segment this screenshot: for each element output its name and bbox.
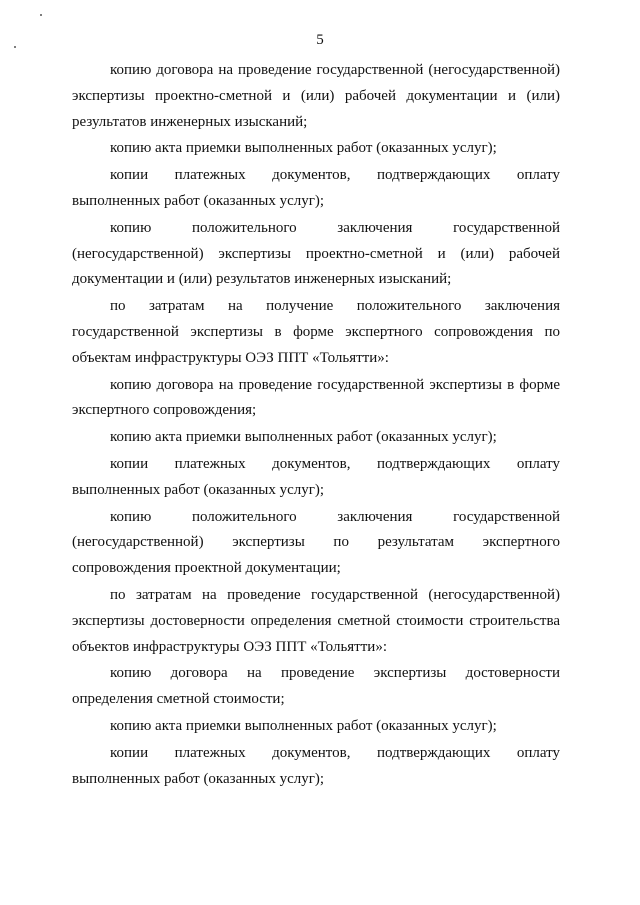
document-body	[72, 58, 560, 792]
paragraph: копию акта приемки выполненных работ (оказанных услуг);	[110, 140, 497, 157]
paragraph: копию договора на проведение государственной (негосударственной) экспертизы проектно-сметной и (или) рабочей документации и (или) результатов инженерных изысканий;	[72, 62, 560, 130]
paragraph: копию договора на проведение экспертизы достоверности определения сметной стоимости;	[72, 665, 560, 708]
scan-speck	[40, 14, 42, 16]
paragraph: копию акта приемки выполненных работ (оказанных услуг);	[110, 429, 497, 446]
paragraph: копию положительного заключения государственной (негосударственной) экспертизы проектно-сметной и (или) рабочей документации и (или) результатов инженерных изысканий;	[72, 219, 560, 288]
paragraph: копии платежных документов, подтверждающих оплату выполненных работ (оказанных услуг);	[72, 744, 560, 787]
paragraph: копию положительного заключения государственной (негосударственной) экспертизы по результатам экспертного сопровождения проектной документации;	[72, 508, 560, 577]
paragraph: по затратам на получение положительного заключения государственной экспертизы в форме экспертного сопровождения по объектам инфраструктуры ОЭЗ ППТ «Тольятти»:	[72, 298, 560, 366]
paragraph: копию акта приемки выполненных работ (оказанных услуг);	[110, 717, 497, 734]
paragraph: копии платежных документов, подтверждающих оплату выполненных работ (оказанных услуг);	[72, 455, 560, 498]
paragraph: копии платежных документов, подтверждающих оплату выполненных работ (оказанных услуг);	[72, 167, 560, 209]
page-number: 5	[316, 32, 324, 48]
paragraph: копию договора на проведение государственной экспертизы в форме экспертного сопровождения;	[72, 376, 560, 419]
paragraph: по затратам на проведение государственной (негосударственной) экспертизы достоверности определения сметной стоимости строительства объектов инфраструктуры ОЭЗ ППТ «Тольятти»:	[72, 586, 560, 655]
